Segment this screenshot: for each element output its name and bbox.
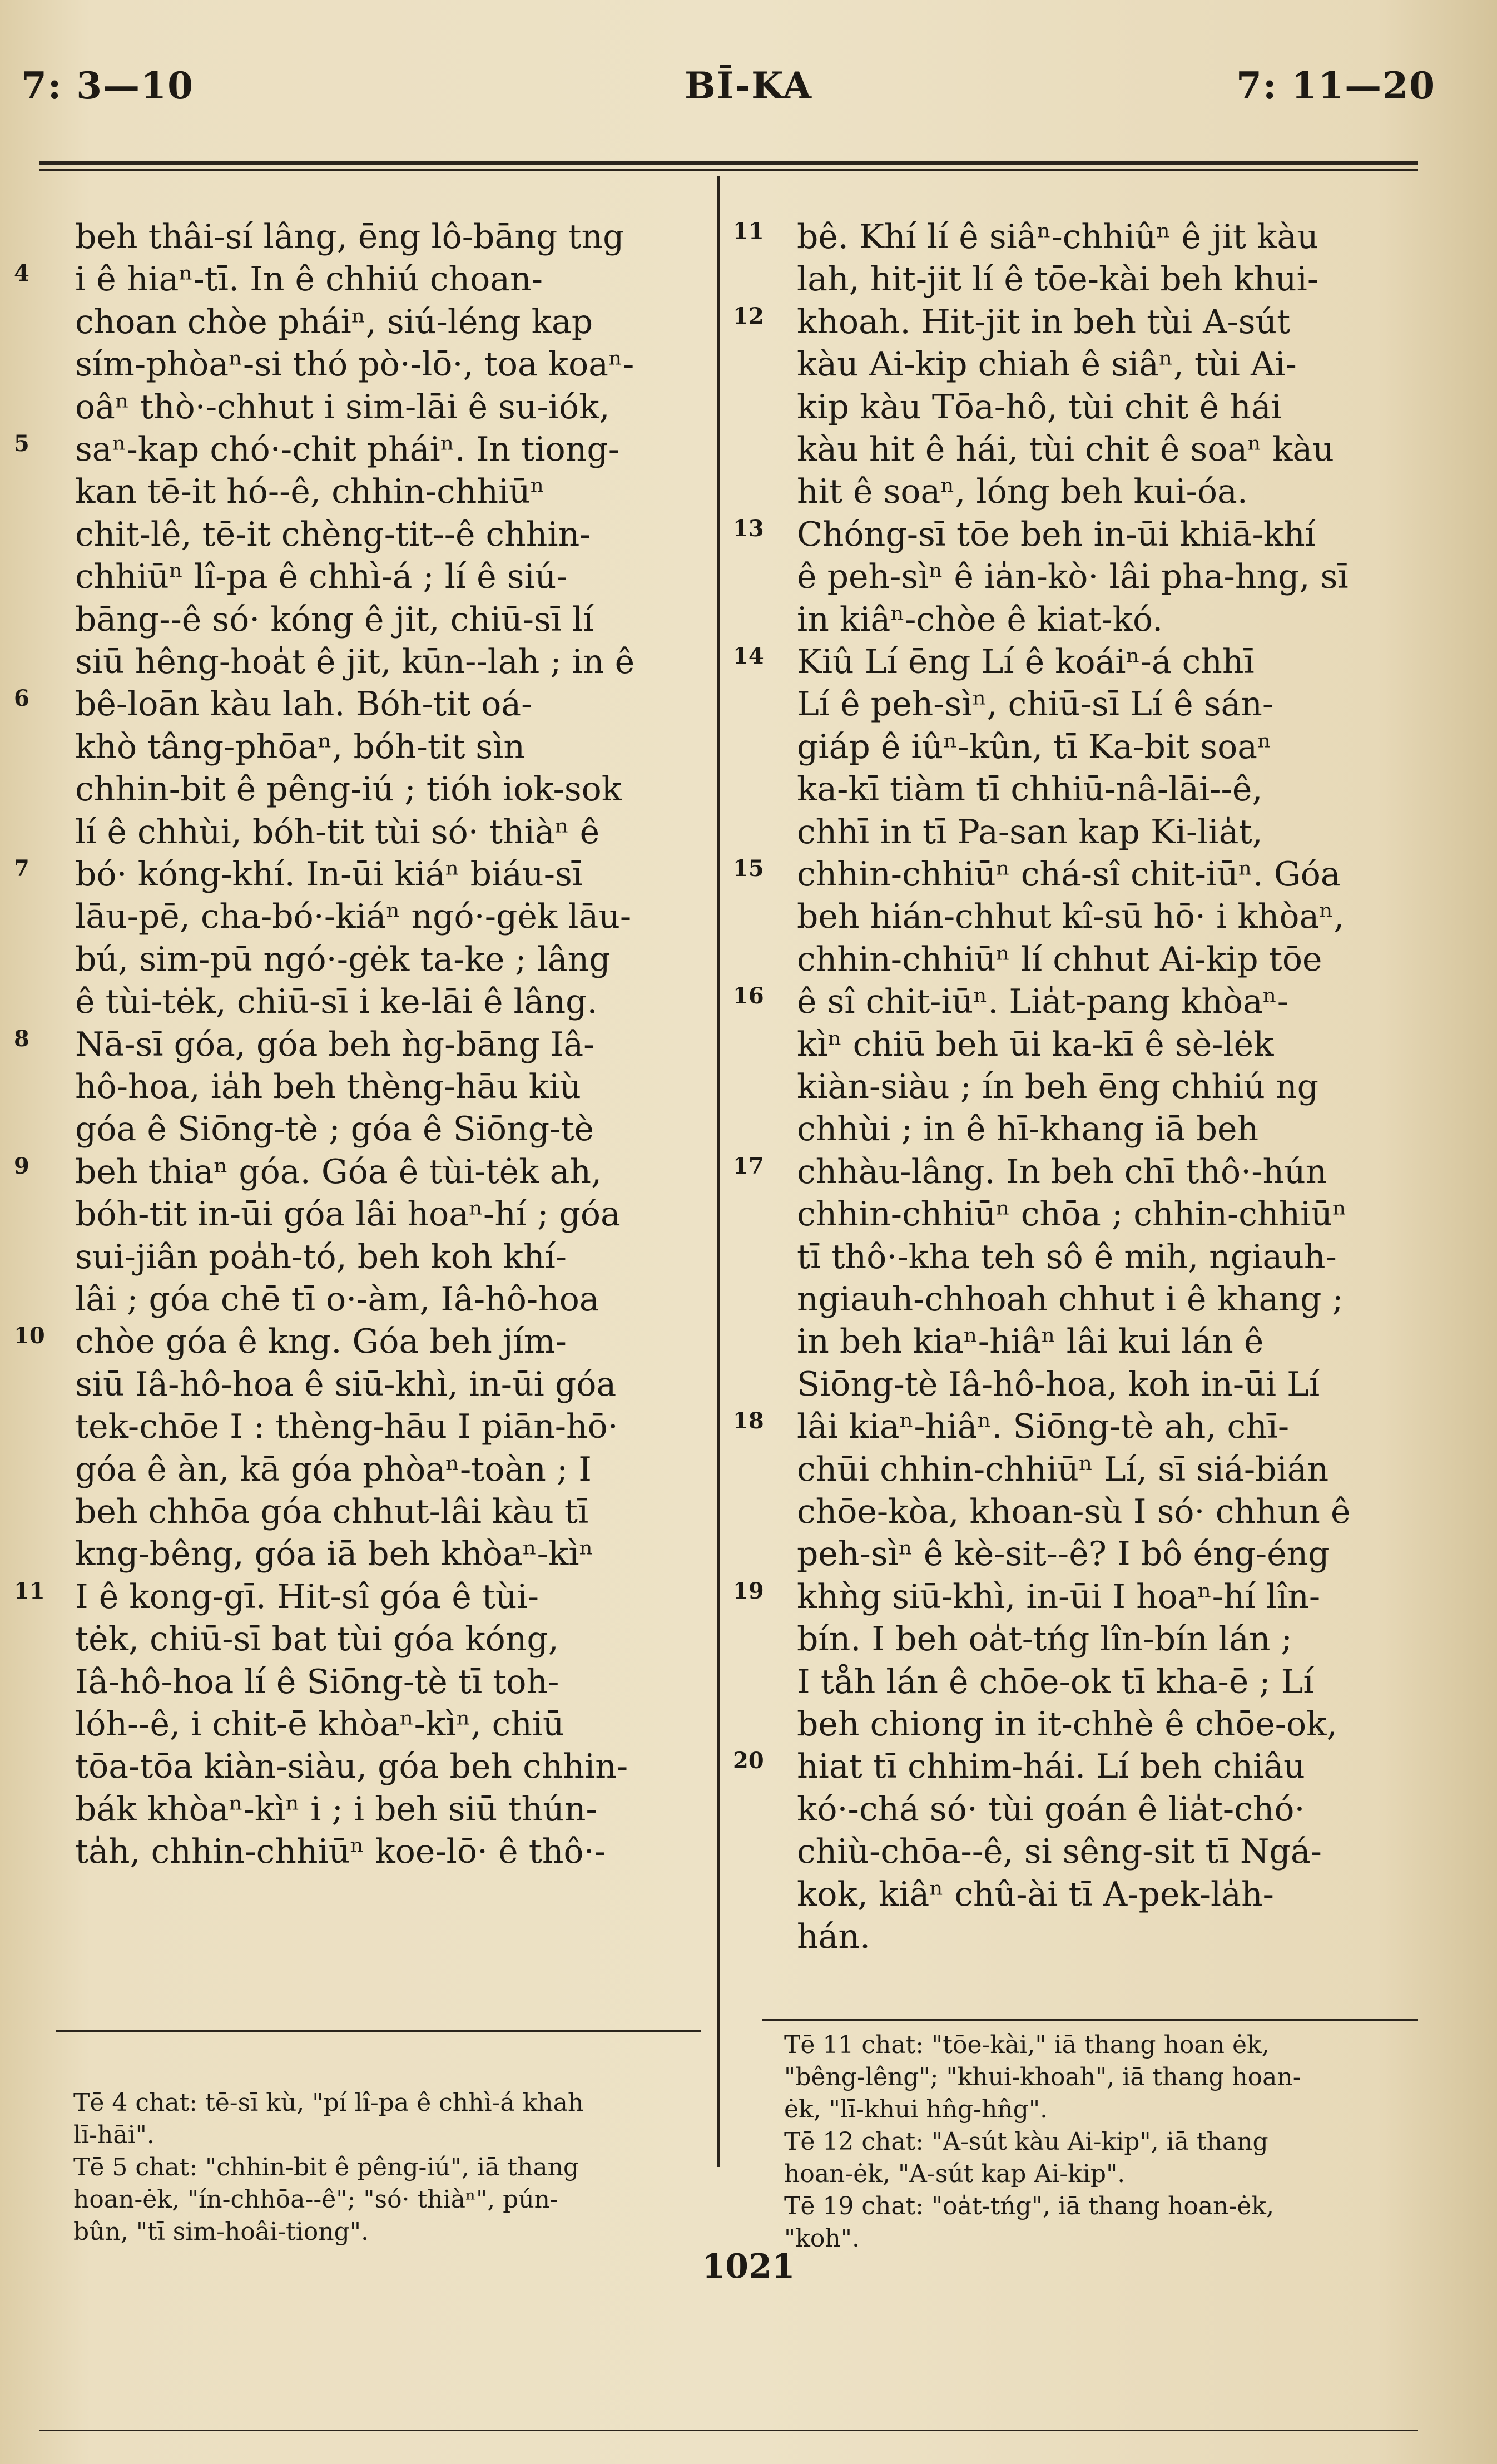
text-line: choan chòe pháiⁿ, siú-léng kap (75, 302, 593, 342)
text-line: bú, sim-pū ngó·-gėk ta-ke ; lâng (75, 939, 611, 979)
text-line: beh thiaⁿ góa. Góa ê tùi-tėk ah, (75, 1152, 602, 1191)
text-line: lāu-pē, cha-bó·-kiáⁿ ngó·-gėk lāu- (75, 897, 632, 937)
verse-number: 5 (14, 431, 29, 457)
text-line: siū Iâ-hô-hoa ê siū-khì, in-ūi góa (75, 1364, 617, 1404)
text-line: I ê kong-gī. Hit-sî góa ê tùi- (75, 1577, 539, 1616)
verse-number: 15 (733, 855, 764, 882)
text-line: kan tē-it hó--ê, chhin-chhiūⁿ (75, 472, 545, 512)
verse-number: 12 (733, 303, 764, 329)
text-line: siū hêng-hoa̍t ê jit, kūn--lah ; in ê (75, 642, 635, 681)
header-verse-range-left: 7: 3—10 (21, 64, 195, 107)
text-line: chūi chhin-chhiūⁿ Lí, sī siá-bián (797, 1449, 1329, 1489)
text-line: saⁿ-kap chó·-chit pháiⁿ. In tiong- (75, 430, 620, 469)
text-line: beh chhōa góa chhut-lâi kàu tī (75, 1492, 589, 1531)
text-line: ê tùi-tėk, chiū-sī i ke-lāi ê lâng. (75, 982, 598, 1022)
text-line: lâi ; góa chē tī o·-àm, Iâ-hô-hoa (75, 1280, 599, 1319)
text-line: chhin-chhiūⁿ chá-sî chit-iūⁿ. Góa (797, 855, 1341, 894)
text-line: hit ê soaⁿ, lóng beh kui-óa. (797, 472, 1248, 512)
left-text-column (75, 216, 703, 1918)
text-line: chhin-chhiūⁿ lí chhut Ai-kip tōe (797, 939, 1322, 979)
text-line: Kiû Lí ēng Lí ê koáiⁿ-á chhī (797, 642, 1255, 681)
footnote-line: Tē 12 chat: "A-sút kàu Ai-kip", iā thang (784, 2127, 1268, 2156)
footnote-rule-right (762, 2019, 1418, 2021)
text-line: kok, kiâⁿ chû-ài tī A-pek-la̍h- (797, 1874, 1274, 1914)
footnote-line: bûn, "tī sim-hoâi-tiong". (73, 2218, 369, 2246)
verse-number: 8 (14, 1025, 29, 1052)
text-line: chiù-chōa--ê, si sêng-sit tī Ngá- (797, 1832, 1322, 1872)
header-verse-range-right: 7: 11—20 (1236, 64, 1436, 107)
header-rule (39, 161, 1418, 165)
header-book-title: BĪ-KA (685, 64, 812, 107)
text-line: góa ê àn, kā góa phòaⁿ-toàn ; I (75, 1449, 592, 1489)
text-line: beh chiong in it-chhè ê chōe-ok, (797, 1705, 1337, 1744)
footnote-line: ėk, "lī-khui hn̂g-hn̂g". (784, 2095, 1048, 2124)
text-line: tėk, chiū-sī bat tùi góa kóng, (75, 1620, 559, 1659)
text-line: kng-bêng, góa iā beh khòaⁿ-kìⁿ (75, 1535, 594, 1574)
text-line: in beh kiaⁿ-hiâⁿ lâi kui lán ê (797, 1322, 1264, 1362)
text-line: I tåh lán ê chōe-ok tī kha-ē ; Lí (797, 1662, 1314, 1701)
text-line: tōa-tōa kiàn-siàu, góa beh chhin- (75, 1747, 628, 1787)
text-line: lí ê chhùi, bóh-tit tùi só· thiàⁿ ê (75, 812, 600, 852)
text-line: sui-jiân poa̍h-tó, beh koh khí- (75, 1237, 567, 1276)
verse-number: 18 (733, 1408, 764, 1434)
text-line: chhiūⁿ lî-pa ê chhì-á ; lí ê siú- (75, 557, 568, 597)
text-line: bê. Khí lí ê siâⁿ-chhiûⁿ ê jit kàu (797, 217, 1318, 256)
footnote-line: Tē 11 chat: "tōe-kài," iā thang hoan ėk, (784, 2031, 1270, 2059)
text-line: i ê hiaⁿ-tī. In ê chhiú choan- (75, 260, 543, 299)
text-line: bāng--ê só· kóng ê jit, chiū-sī lí (75, 600, 594, 639)
verse-number: 10 (14, 1323, 45, 1349)
text-line: khoah. Hit-jit in beh tùi A-sút (797, 302, 1291, 342)
text-line: hán. (797, 1917, 871, 1956)
footnote-line: lī-hāi". (73, 2121, 155, 2149)
text-line: kàu hit ê hái, tùi chit ê soaⁿ kàu (797, 430, 1334, 469)
footnotes-left (73, 2087, 707, 2246)
verse-number: 16 (733, 983, 764, 1010)
footnote-line: hoan-ėk, "ín-chhōa--ê"; "só· thiàⁿ", pún- (73, 2185, 558, 2214)
text-line: chhàu-lâng. In beh chī thô·-hún (797, 1152, 1327, 1191)
text-line: Chóng-sī tōe beh in-ūi khiā-khí (797, 514, 1316, 554)
footnote-line: "koh". (784, 2224, 860, 2253)
verse-number: 7 (14, 855, 29, 882)
footnote-rule-left (56, 2030, 701, 2032)
text-line: hiat tī chhim-hái. Lí beh chiâu (797, 1747, 1305, 1787)
text-line: chhin-chhiūⁿ chōa ; chhin-chhiūⁿ (797, 1195, 1347, 1234)
verse-number: 14 (733, 643, 764, 669)
text-line: chhin-bit ê pêng-iú ; tióh iok-sok (75, 770, 622, 809)
text-line: hô-hoa, ia̍h beh thèng-hāu kiù (75, 1067, 581, 1106)
text-line: chhī in tī Pa-san kap Ki-lia̍t, (797, 812, 1263, 852)
text-line: bín. I beh oa̍t-tńg lîn-bín lán ; (797, 1620, 1292, 1659)
text-line: kó·-chá só· tùi goán ê lia̍t-chó· (797, 1789, 1305, 1829)
text-line: khǹg siū-khì, in-ūi I hoaⁿ-hí lîn- (797, 1577, 1321, 1616)
text-line: chit-lê, tē-it chèng-tit--ê chhin- (75, 514, 591, 554)
text-line: peh-sìⁿ ê kè-sit--ê? I bô éng-éng (797, 1535, 1330, 1574)
text-line: Iâ-hô-hoa lí ê Siōng-tè tī toh- (75, 1662, 559, 1701)
page-number: 1021 (702, 2247, 795, 2286)
text-line: giáp ê iûⁿ-kûn, tī Ka-bit soaⁿ (797, 727, 1272, 766)
text-line: beh hián-chhut kî-sū hō· i khòaⁿ, (797, 897, 1345, 937)
footnotes-right (784, 2029, 1424, 2253)
text-line: ka-kī tiàm tī chhiū-nâ-lāi--ê, (797, 770, 1263, 809)
text-line: ê sî chit-iūⁿ. Lia̍t-pang khòaⁿ- (797, 982, 1289, 1022)
text-line: ê peh-sìⁿ ê ia̍n-kò· lâi pha-hng, sī (797, 557, 1349, 597)
text-line: kip kàu Tōa-hô, tùi chit ê hái (797, 387, 1282, 427)
right-text-column (797, 216, 1420, 1956)
verse-number: 17 (733, 1152, 764, 1179)
text-line: bóh-tit in-ūi góa lâi hoaⁿ-hí ; góa (75, 1195, 621, 1234)
text-line: bó· kóng-khí. In-ūi kiáⁿ biáu-sī (75, 855, 583, 894)
verse-number: 19 (733, 1577, 764, 1604)
verse-number: 4 (14, 260, 29, 287)
footnote-line: Tē 4 chat: tē-sī kù, "pí lî-pa ê chhì-á khah (73, 2089, 584, 2117)
text-line: kàu Ai-kip chiah ê siâⁿ, tùi Ai- (797, 345, 1297, 384)
verse-number: 13 (733, 515, 764, 542)
text-line: Nā-sī góa, góa beh ǹg-bāng Iâ- (75, 1025, 595, 1064)
header-rule-thin (39, 169, 1418, 171)
footnote-line: hoan-ėk, "A-sút kap Ai-kip". (784, 2160, 1126, 2188)
text-line: chōe-kòa, khoan-sù I só· chhun ê (797, 1492, 1351, 1531)
text-line: lâi kiaⁿ-hiâⁿ. Siōng-tè ah, chī- (797, 1407, 1290, 1447)
footnote-line: Tē 19 chat: "oa̍t-tńg", iā thang hoan-ėk, (784, 2192, 1274, 2220)
text-line: khò tâng-phōaⁿ, bóh-tit sìn (75, 727, 526, 766)
verse-number: 20 (733, 1748, 764, 1774)
text-line: chhùi ; in ê hī-khang iā beh (797, 1110, 1259, 1149)
text-line: beh thâi-sí lâng, ēng lô-bāng tng (75, 217, 624, 256)
text-line: lóh--ê, i chit-ē khòaⁿ-kìⁿ, chiū (75, 1705, 564, 1744)
verse-number: 11 (733, 218, 764, 244)
text-line: kiàn-siàu ; ín beh ēng chhiú ng (797, 1067, 1318, 1106)
footer-rule (39, 2430, 1418, 2431)
text-line: ngiauh-chhoah chhut i ê khang ; (797, 1280, 1344, 1319)
text-line: sím-phòaⁿ-si thó pò·-lō·, toa koaⁿ- (75, 345, 635, 384)
verse-number: 6 (14, 685, 29, 712)
text-line: góa ê Siōng-tè ; góa ê Siōng-tè (75, 1110, 594, 1149)
verse-number: 9 (14, 1152, 29, 1179)
text-line: oâⁿ thò·-chhut i sim-lāi ê su-iók, (75, 387, 610, 427)
footnote-line: Tē 5 chat: "chhin-bit ê pêng-iú", iā thang (73, 2153, 579, 2181)
text-line: ta̍h, chhin-chhiūⁿ koe-lō· ê thô·- (75, 1832, 606, 1872)
footnote-line: "bêng-lêng"; "khui-khoah", iā thang hoan- (784, 2063, 1301, 2091)
text-line: chòe góa ê kng. Góa beh jím- (75, 1322, 567, 1362)
text-line: Lí ê peh-sìⁿ, chiū-sī Lí ê sán- (797, 685, 1274, 724)
text-line: kìⁿ chiū beh ūi ka-kī ê sè-lėk (797, 1025, 1274, 1064)
column-divider (717, 176, 720, 2167)
text-line: Siōng-tè Iâ-hô-hoa, koh in-ūi Lí (797, 1364, 1320, 1404)
text-line: bê-loān kàu lah. Bóh-tit oá- (75, 685, 533, 724)
verse-number: 11 (14, 1577, 45, 1604)
text-line: tek-chōe I : thèng-hāu I piān-hō· (75, 1407, 618, 1447)
text-line: in kiâⁿ-chòe ê kiat-kó. (797, 600, 1163, 639)
text-line: lah, hit-jit lí ê tōe-kài beh khui- (797, 260, 1319, 299)
text-line: bák khòaⁿ-kìⁿ i ; i beh siū thún- (75, 1789, 597, 1829)
text-line: tī thô·-kha teh sô ê mih, ngiauh- (797, 1237, 1337, 1276)
